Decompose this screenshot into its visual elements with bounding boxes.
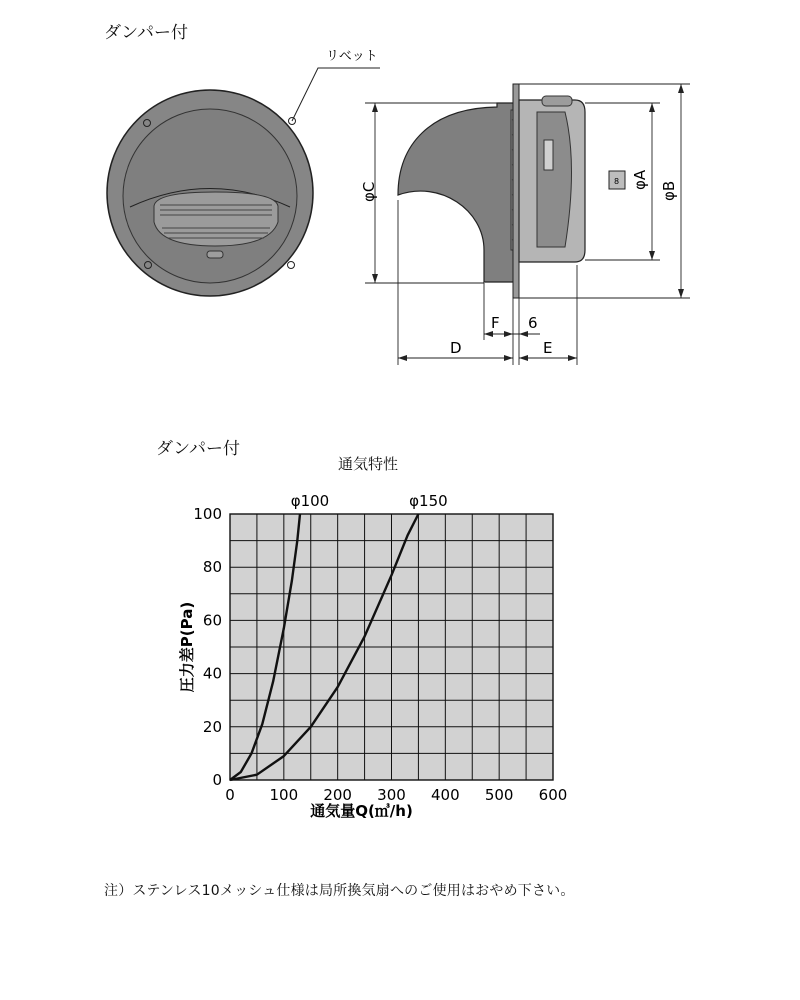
x-tick-label: 0 — [225, 786, 235, 804]
rivet-leader — [292, 68, 380, 121]
plot-frame — [230, 514, 553, 780]
rivet-label: リベット — [326, 49, 378, 64]
x-axis-label: 通気量Q(㎥/h) — [310, 802, 413, 820]
series-label-phi150: φ150 — [409, 492, 448, 510]
y-tick-label: 40 — [202, 664, 222, 683]
drain-slot — [207, 251, 223, 258]
y-tick-label: 60 — [202, 611, 222, 630]
chart-grid — [230, 514, 553, 780]
plot-area — [230, 514, 553, 780]
dim-d: D — [450, 339, 462, 357]
x-tick-label: 600 — [538, 786, 568, 804]
dim-phi-b: φB — [660, 180, 678, 201]
damper — [537, 112, 572, 247]
series-label-phi100: φ100 — [290, 492, 330, 510]
y-axis-label: 圧力差P(Pa) — [178, 601, 196, 693]
drawing-title: ダンパー付 — [104, 23, 188, 43]
front-view — [107, 49, 380, 296]
dim-phi-c: φC — [360, 181, 378, 202]
y-tick-label: 0 — [212, 771, 222, 789]
x-tick-label: 200 — [323, 786, 352, 804]
damper-hinge — [544, 140, 553, 170]
dim-phi-a: φA — [631, 169, 649, 190]
chart-title: 通気特性 — [338, 455, 399, 473]
series-line-phi100 — [230, 514, 300, 780]
flange-plate — [513, 84, 519, 298]
damper-top — [542, 96, 572, 106]
series-line-phi150 — [230, 514, 418, 780]
x-tick-label: 300 — [377, 786, 406, 804]
y-tick-label: 20 — [202, 717, 222, 736]
x-tick-label: 400 — [431, 786, 460, 804]
rivet-hole — [288, 262, 295, 269]
dim-f: F — [491, 314, 500, 332]
dim-e: E — [543, 339, 553, 357]
hood-body — [398, 103, 515, 282]
x-tick-label: 500 — [484, 786, 514, 804]
chart-caption: ダンパー付 — [156, 439, 240, 459]
side-view — [360, 84, 690, 365]
knob-mark: 8 — [614, 177, 620, 186]
y-tick-label: 80 — [202, 558, 222, 577]
technical-drawing — [0, 0, 800, 420]
dim-6: 6 — [528, 314, 538, 332]
x-tick-label: 100 — [269, 786, 299, 804]
y-tick-label: 100 — [193, 505, 222, 523]
footnote: 注）ステンレス10メッシュ仕様は局所換気扇へのご使用はおやめ下さい。 — [104, 883, 575, 899]
